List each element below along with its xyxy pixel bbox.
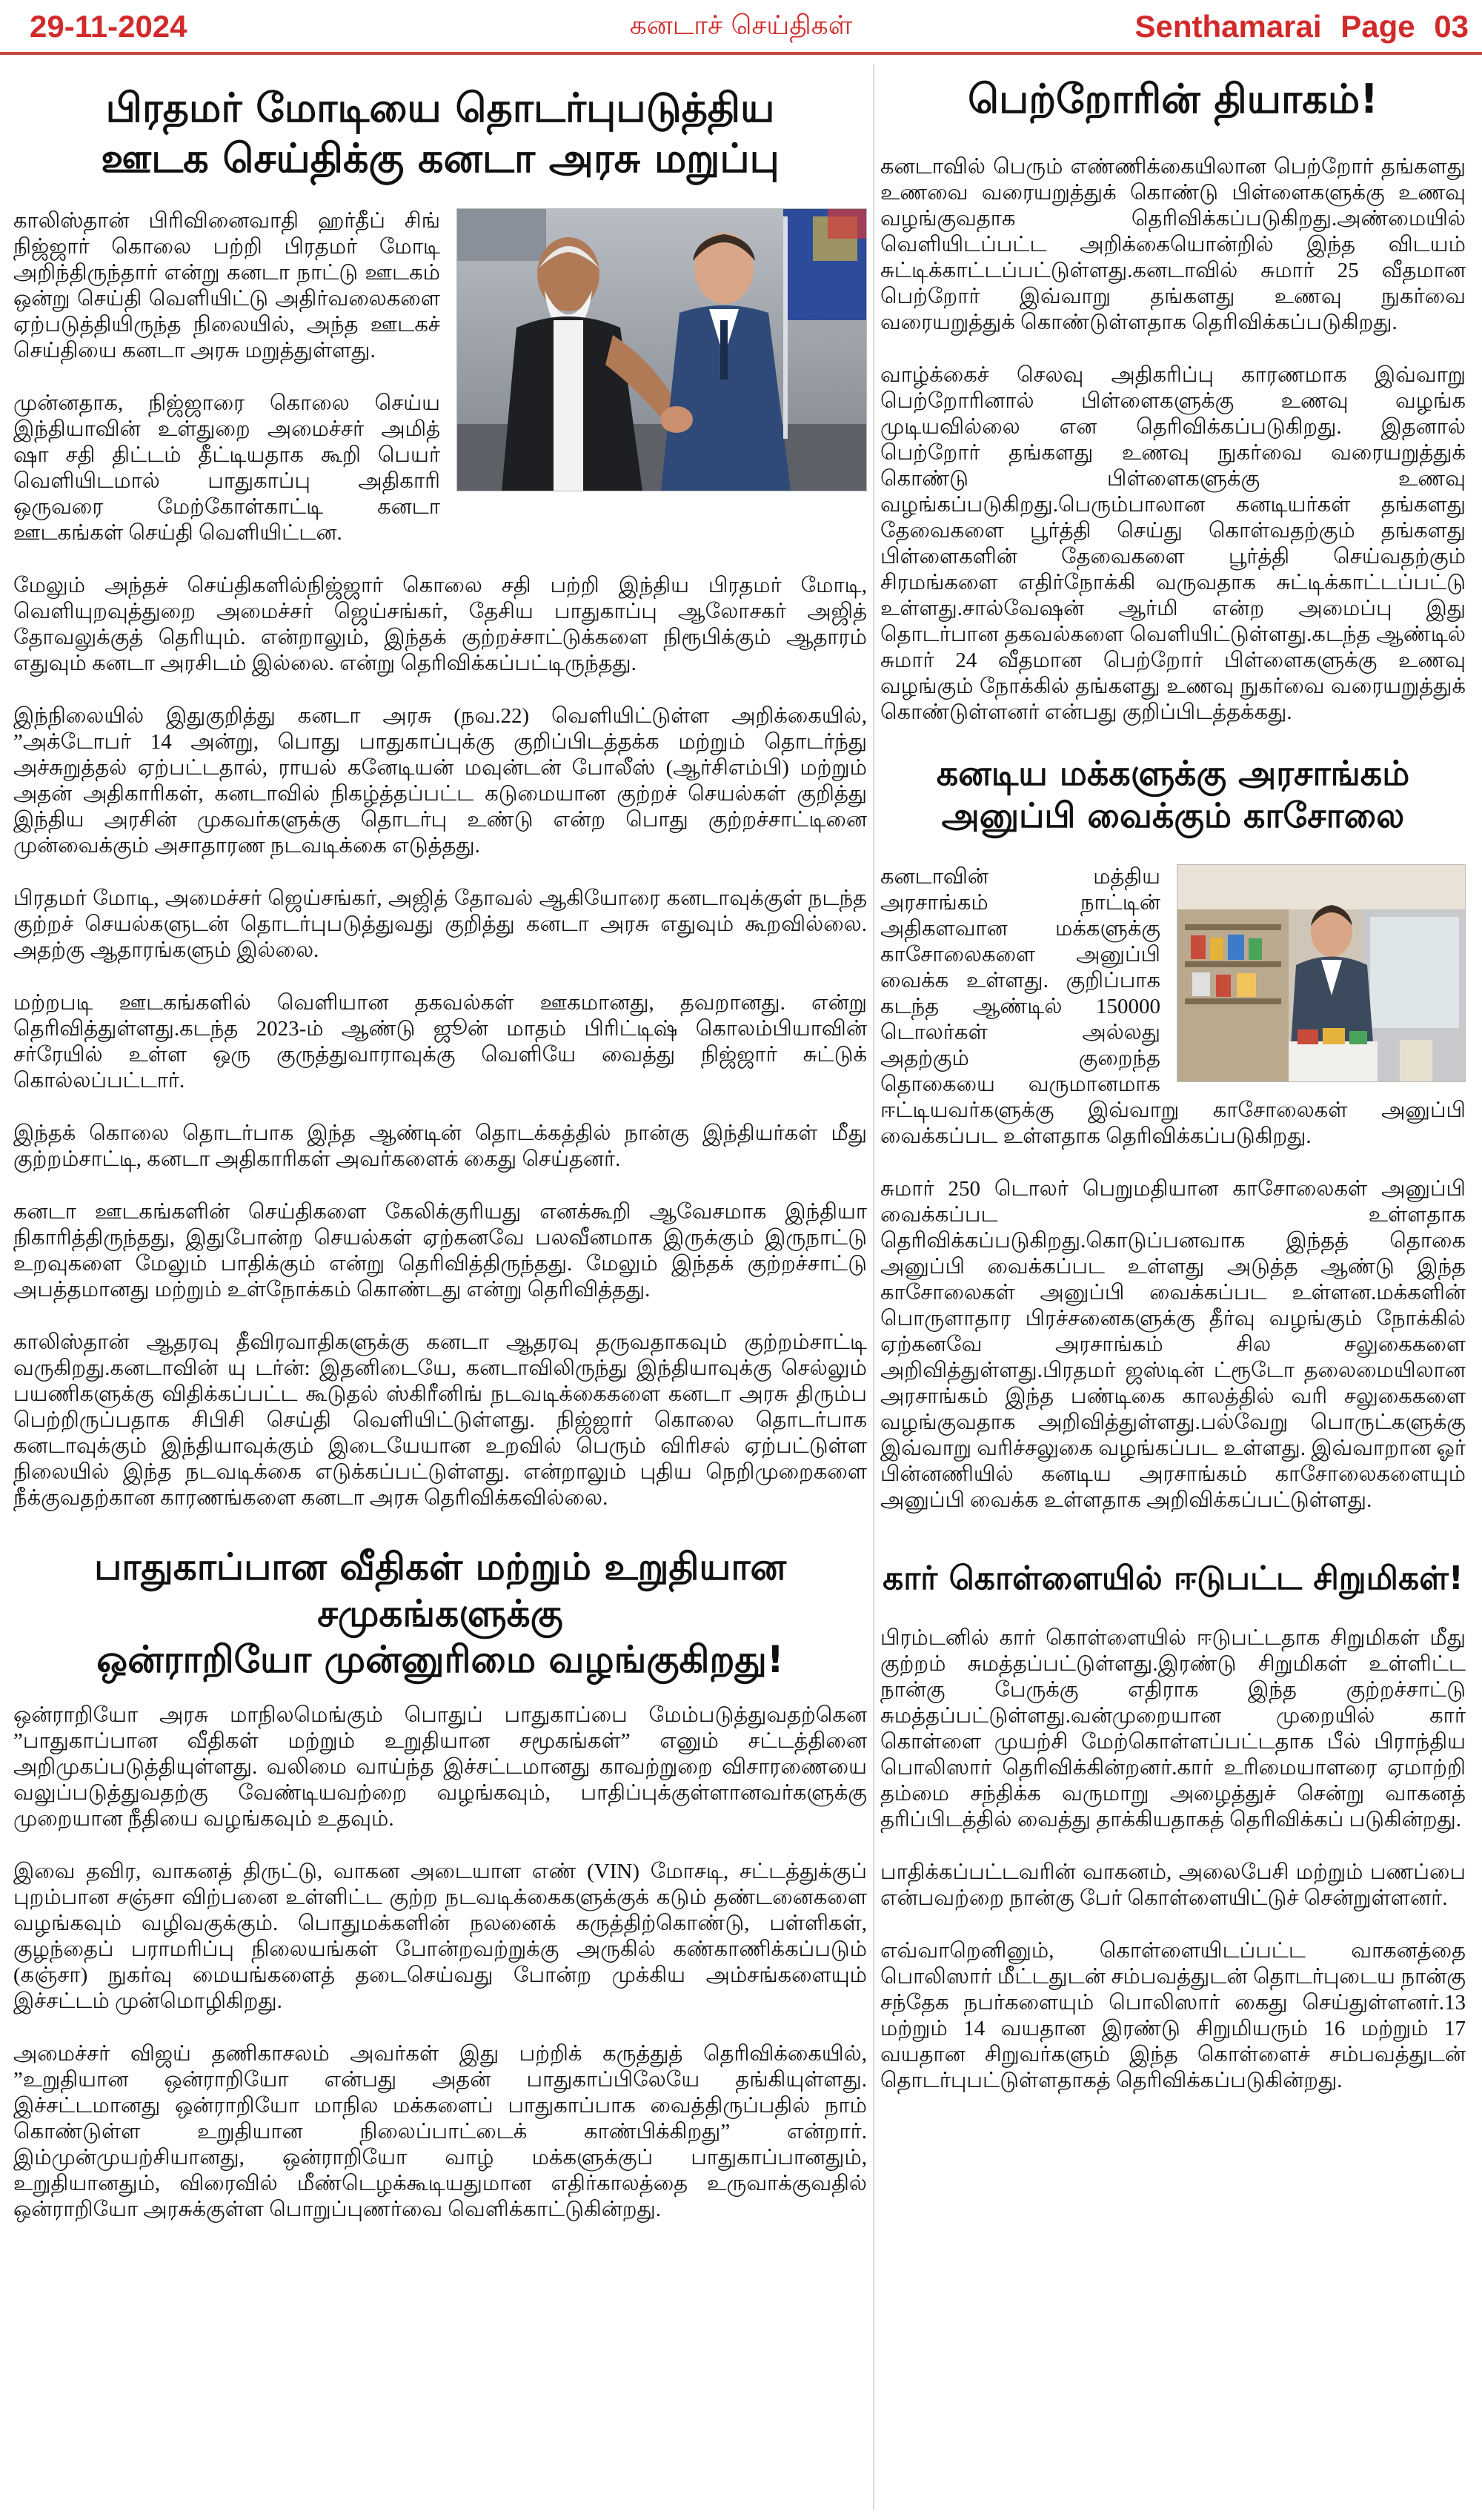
- paper-page-label: Senthamarai Page 03: [1134, 9, 1469, 44]
- column-divider: [873, 64, 874, 2510]
- headline-line-2: அனுப்பி வைக்கும் காசோலை: [941, 795, 1405, 835]
- masthead: [0, 0, 1482, 52]
- article-paragraph: அமைச்சர் விஜய் தணிகாசலம் அவர்கள் இது பற்றிக் கருத்துத் தெரிவிக்கையில், ”உறுதியான ஒன்ராறியோ என்பது அதன் பாதுகாப்பிலேயே தங்கியுள்ளது. இச்சட்டமானது ஒன்ராறியோ மாநில மக்களைப் பாதுகாப்பாக வைத்திருப்பதில் நாம் கொண்டுள்ள உறுதியான நிலைப்பாட்டைக் காண்பிக்கிறது” என்றார். இம்முன்முயற்சியானது, ஒன்ராறியோ வாழ் மக்களுக்குப் பாதுகாப்பானதும், உறுதியானதும், விரைவில் மீண்டெழக்கூடியதுமான எதிர்காலத்தை உருவாக்குவதில் ஒன்ராறியோ அரசுக்குள்ள பொறுப்புணர்வை வெளிக்காட்டுகின்றது.: [13, 2041, 867, 2221]
- article-paragraph: காலிஸ்தான் பிரிவினைவாதி ஹர்தீப் சிங் நிஜ்ஜார் கொலை பற்றி பிரதமர் மோடி அறிந்திருந்தார் என்று கனடா நாட்டு ஊடகம் ஒன்று செய்தி வெளியிட்டு அதிர்வலைகளை ஏற்படுத்தியிருந்த நிலையில், அந்த ஊடகச் செய்தியை கனடா அரசு மறுத்துள்ளது.: [13, 209, 440, 362]
- article-paragraph: சுமார் 250 டொலர் பெறுமதியான காசோலைகள் அனுப்பி வைக்கப்பட உள்ளதாக தெரிவிக்கப்படுகிறது.கொடுப்பனவாக இந்தத் தொகை அனுப்பி வைக்கப்பட உள்ளது அடுத்த ஆண்டு இந்த காசோலைகள் அனுப்பி வைக்கப்பட உள்ளன.மக்களின் பொருளாதார பிரச்சனைகளுக்கு தீர்வு வழங்கும் நோக்கில் ஏற்கனவே அரசாங்கம் சில சலுகைகளை அறிவித்துள்ளது.பிரதமர் ஜஸ்டின் ட்ரூடோ தலைமையிலான அரசாங்கம் இந்த பண்டிகை காலத்தில் வரி சலுகைகளை வழங்குவதாக அறிவித்துள்ளது.பல்வேறு பொருட்களுக்கு இவ்வாறு வரிச்சலுகை வழங்கப்பட உள்ளது. இவ்வாறான ஓர் பின்னணியில் கனடிய அரசாங்கம் காசோலைகளையும் அனுப்பி வைக்க உள்ளதாக அறிவிக்கப்பட்டுள்ளது.: [880, 1176, 1466, 1512]
- article-paragraph: எவ்வாறெனினும், கொள்ளையிடப்பட்ட வாகனத்தை பொலிஸார் மீட்டதுடன் சம்பவத்துடன் தொடர்புடைய நான்கு சந்தேக நபர்களையும் பொலிஸார் கைது செய்துள்ளனர்.13 மற்றும் 14 வயதான இரண்டு சிறுமியரும் 16 மற்றும் 17 வயதான சிறுவர்களும் இந்த கொள்ளைச் சம்பவத்துடன் தொடர்புபட்டுள்ளதாகத் தெரிவிக்கப்படுகின்றது.: [880, 1938, 1466, 2092]
- modi-trudeau-photo: [456, 208, 867, 491]
- headline-line-2: ஒன்ராறியோ முன்னுரிமை வழங்குகிறது!: [96, 1638, 784, 1681]
- headline-line-1: பிரதமர் மோடியை தொடர்புபடுத்திய: [105, 84, 775, 131]
- article-paragraph: கனடாவில் பெரும் எண்ணிக்கையிலான பெற்றோர் தங்களது உணவை வரையறுத்துக் கொண்டு பிள்ளைகளுக்கு உணவு வழங்குவதாக தெரிவிக்கப்படுகிறது.அண்மையில் வெளியிடப்பட்ட அறிக்கையொன்றில் இந்த விடயம் சுட்டிக்காட்டப்பட்டுள்ளது.கனடாவில் சுமார் 25 வீதமான பெற்றோர் இவ்வாறு தங்களது உணவு நுகர்வை வரையறுத்துக் கொண்டுள்ளதாக தெரிவிக்கப்படுகிறது.: [880, 154, 1466, 334]
- masthead-rule: [0, 52, 1482, 55]
- left-column: [13, 64, 867, 2249]
- article-government-cheques: [880, 752, 1466, 1513]
- article-paragraph: காலிஸ்தான் ஆதரவு தீவிரவாதிகளுக்கு கனடா ஆதரவு தருவதாகவும் குற்றம்சாட்டி வருகிறது.கனடாவின் யு டர்ன்: இதனிடையே, கனடாவிலிருந்து இந்தியாவுக்கு செல்லும் பயணிகளுக்கு விதிக்கப்பட்ட கூடுதல் ஸ்கிரீனிங் நடவடிக்கைகளை கனடா அரசு திரும்ப பெற்றிருப்பதாக சிபிசி செய்தி வெளியிட்டுள்ளது. நிஜ்ஜார் கொலை தொடர்பாக கனடாவுக்கும் இந்தியாவுக்கும் இடையேயான உறவில் பெரும் விரிசல் ஏற்பட்டுள்ள நிலையில் இந்த நடவடிக்கை எடுக்கப்பட்டுள்ளது. என்றாலும் புதிய நெறிமுறைகளை நீக்குவதற்கான காரணங்களை கனடா அரசு தெரிவிக்கவில்லை.: [13, 1330, 867, 1510]
- article-paragraph: கனடாவின் மத்திய அரசாங்கம் நாட்டின் அதிகளவான மக்களுக்கு காசோலைகளை அனுப்பி வைக்க உள்ளது. குறிப்பாக கடந்த ஆண்டில் 150000 டொலர்கள் அல்லது அதற்கும் குறைந்த தொகையை வருமானமாக ஈட்டியவர்களுக்கு இவ்வாறு காசோலைகள் அனுப்பி வைக்கப்பட உள்ளதாக தெரிவிக்கப்படுகிறது.: [880, 864, 1466, 1148]
- right-column: [880, 64, 1466, 2121]
- article-modi-canada: [13, 83, 867, 1538]
- article-headline: [880, 752, 1466, 838]
- article-headline: [13, 83, 867, 183]
- issue-date: 29-11-2024: [30, 9, 187, 44]
- article-paragraph: கனடா ஊடகங்களின் செய்திகளை கேலிக்குரியது எனக்கூறி ஆவேசமாக இந்தியா நிகாரித்திருந்தது, இதுபோன்ற செயல்கள் ஏற்கனவே பலவீனமாக இருக்கும் இருநாட்டு உறவுகளை மேலும் பாதிக்கும் என்று தெரிவித்திருந்தது. மேலும் இந்தக் குற்றச்சாட்டு அபத்தமானது மற்றும் உள்நோக்கம் கொண்டது என்று தெரிவித்தது.: [13, 1200, 867, 1302]
- article-paragraph: வாழ்க்கைச் செலவு அதிகரிப்பு காரணமாக இவ்வாறு பெற்றோரினால் பிள்ளைகளுக்கு உணவு வழங்க முடியவில்லை என தெரிவிக்கப்படுகிறது. இதனால் பெற்றோர் தங்களது உணவு நுகர்வை வரையறுத்துக் கொண்டு பிள்ளைகளுக்கு உணவு வழங்கப்படுகிறது.பெரும்பாலான கனடியர்கள் தங்களது தேவைகளை பூர்த்தி செய்து கொள்வதற்கும் தங்களது பிள்ளைகளின் தேவைகளை பூர்த்தி செய்வதற்கும் சிரமங்களை எதிர்நோக்கி வருவதாக சுட்டிக்காட்டப்பட்டு உள்ளது.சால்வேஷன் ஆர்மி என்ற அமைப்பு இது தொடர்பான தகவல்களை வெளியிட்டுள்ளது.கடந்த ஆண்டில் சுமார் 24 வீதமான பெற்றோர் பிள்ளைகளுக்கு உணவு வழங்கும் நோக்கில் தங்களது உணவு நுகர்வை வரையறுத்துக் கொண்டுள்ளனர் என்பது குறிப்பிடத்தக்கது.: [880, 362, 1466, 724]
- modi-trudeau-handshake-photo-icon: [456, 208, 867, 491]
- article-car-robbery: [880, 1558, 1466, 2094]
- headline-line-2: ஊடக செய்திக்கு கனடா அரசு மறுப்பு: [101, 134, 780, 182]
- article-paragraph: பிரம்டனில் கார் கொள்ளையில் ஈடுபட்டதாக சிறுமிகள் மீது குற்றம் சுமத்தப்பட்டுள்ளது.இரண்டு சிறுமிகள் உள்ளிட்ட நான்கு பேருக்கு எதிராக இந்த குற்றச்சாட்டு சுமத்தப்பட்டுள்ளது.வன்முறையான முறையில் கார் கொள்ளை முயற்சி மேற்கொள்ளப்பட்டதாக பீல் பிராந்திய பொலிஸார் தெரிவிக்கின்றனர்.கார் உரிமையாளரை ஏமாற்றி தம்மை சந்திக்க வருமாறு அழைத்துச் சென்று வாகனத் தரிப்பிடத்தில் வைத்து தாக்கியதாகத் தெரிவிக்கப் படுகின்றது.: [880, 1625, 1466, 1831]
- article-paragraph: ஒன்ராறியோ அரசு மாநிலமெங்கும் பொதுப் பாதுகாப்பை மேம்படுத்துவதற்கென ”பாதுகாப்பான வீதிகள் மற்றும் உறுதியான சமூகங்கள்” எனும் சட்டத்தினை அறிமுகப்படுத்தியுள்ளது. வலிமை வாய்ந்த இச்சட்டமானது காவற்றுறை விசாரணையை வலுப்படுத்துவதற்கு வேண்டியவற்றை வழங்கவும், பாதிப்புக்குள்ளானவர்களுக்கு முறையான நீதியை வழங்கவும் உதவும்.: [13, 1702, 867, 1831]
- article-paragraph: முன்னதாக, நிஜ்ஜாரை கொலை செய்ய இந்தியாவின் உள்துறை அமைச்சர் அமித் ஷா சதி திட்டம் தீட்டியதாக கூறி பெயர் வெளியிடமால் பாதுகாப்பு அதிகாரி ஒருவரை மேற்கோள்காட்டி கனடா ஊடகங்கள் செய்தி வெளியிட்டன.: [13, 391, 440, 545]
- article-paragraph: மற்றபடி ஊடகங்களில் வெளியான தகவல்கள் ஊகமானது, தவறானது. என்று தெரிவித்துள்ளது.கடந்த 2023-ம் ஆண்டு ஜூன் மாதம் பிரிட்டிஷ் கொலம்பியாவின் சர்ரேயில் உள்ள ஒரு குருத்துவாராவுக்கு வெளியே வைத்து நிஜ்ஜார் சுட்டுக் கொல்லப்பட்டார்.: [13, 991, 867, 1092]
- article-paragraph: இந்நிலையில் இதுகுறித்து கனடா அரசு (நவ.22) வெளியிட்டுள்ள அறிக்கையில், ”அக்டோபர் 14 அன்று, பொது பாதுகாப்புக்கு குறிப்பிடத்தக்க மற்றும் தொடர்ந்து அச்சுறுத்தல் ஏற்பட்டதால், ராயல் கனேடியன் மவுன்டன் போலீஸ் (ஆர்சிஎம்பி) மற்றும் அதன் அதிகாரிகள், கனடாவில் நிகழ்த்தப்பட்ட கடுமையான குற்றச் செயல்கள் குறித்து இந்திய அரசின் முகவர்களுக்கு தொடர்பு உண்டு என்ற பொது குற்றச்சாட்டினை முன்வைக்கும் அசாதாரண நடவடிக்கை எடுத்தது.: [13, 704, 867, 858]
- headline-line-1: பாதுகாப்பான வீதிகள் மற்றும் உறுதியான சமுகங்களுக்கு: [94, 1545, 786, 1635]
- article-paragraph: பாதிக்கப்பட்டவரின் வாகனம், அலைபேசி மற்றும் பணப்பை என்பவற்றை நான்கு பேர் கொள்ளையிட்டுச் சென்றுள்ளனர்.: [880, 1860, 1466, 1910]
- article-paragraph: பிரதமர் மோடி, அமைச்சர் ஜெய்சங்கர், அஜித் தோவல் ஆகியோரை கனடாவுக்குள் நடந்த குற்றச் செயல்களுடன் தொடர்புபடுத்துவது குறித்து கனடா அரசு எதுவும் கூறவில்லை. அதற்கு ஆதாரங்களும் இல்லை.: [13, 886, 867, 962]
- article-headline: பெற்றோரின் தியாகம்!: [968, 76, 1378, 122]
- article-parents-sacrifice: [880, 74, 1466, 726]
- headline-line-1: கனடிய மக்களுக்கு அரசாங்கம்: [936, 752, 1410, 793]
- article-ontario-safety: [13, 1544, 867, 2223]
- section-title: கனடாச் செய்திகள்: [629, 10, 853, 41]
- article-headline: [13, 1544, 867, 1683]
- trudeau-store-photo: [1177, 864, 1466, 1082]
- article-headline: கார் கொள்ளையில் ஈடுபட்ட சிறுமிகள்!: [883, 1559, 1463, 1597]
- article-paragraph: மேலும் அந்தச் செய்திகளில்நிஜ்ஜார் கொலை சதி பற்றி இந்திய பிரதமர் மோடி, வெளியுறவுத்துறை அமைச்சர் ஜெய்சங்கர், தேசிய பாதுகாப்பு ஆலோசகர் அஜித் தோவலுக்குத் தெரியும். என்றாலும், இந்தக் குற்றச்சாட்டுக்களை நிரூபிக்கும் ஆதாரம் எதுவும் கனடா அரசிடம் இல்லை. என்று தெரிவிக்கப்பட்டிருந்தது.: [13, 574, 867, 675]
- trudeau-grocery-store-photo-icon: [1177, 864, 1466, 1082]
- article-paragraph: இந்தக் கொலை தொடர்பாக இந்த ஆண்டின் தொடக்கத்தில் நான்கு இந்தியர்கள் மீது குற்றம்சாட்டி, கனடா அதிகாரிகள் அவர்களைக் கைது செய்தனர்.: [13, 1121, 867, 1171]
- article-paragraph: இவை தவிர, வாகனத் திருட்டு, வாகன அடையாள எண் (VIN) மோசடி, சட்டத்துக்குப் புறம்பான சஞ்சா விற்பனை உள்ளிட்ட குற்ற நடவடிக்கைகளுக்குக் கடும் தண்டனைகளை வழங்கவும் வழிவகுக்கும். பொதுமக்களின் நலனைக் கருத்திற்கொண்டு, பள்ளிகள், குழந்தைப் பராமரிப்பு நிலையங்கள் போன்றவற்றுக்கு அருகில் கண்காணிக்கப்படும் (கஞ்சா) நுகர்வு மையங்களைத் தடைசெய்வது போன்ற முக்கிய அம்சங்களையும் இச்சட்டம் முன்மொழிகிறது.: [13, 1859, 867, 2013]
